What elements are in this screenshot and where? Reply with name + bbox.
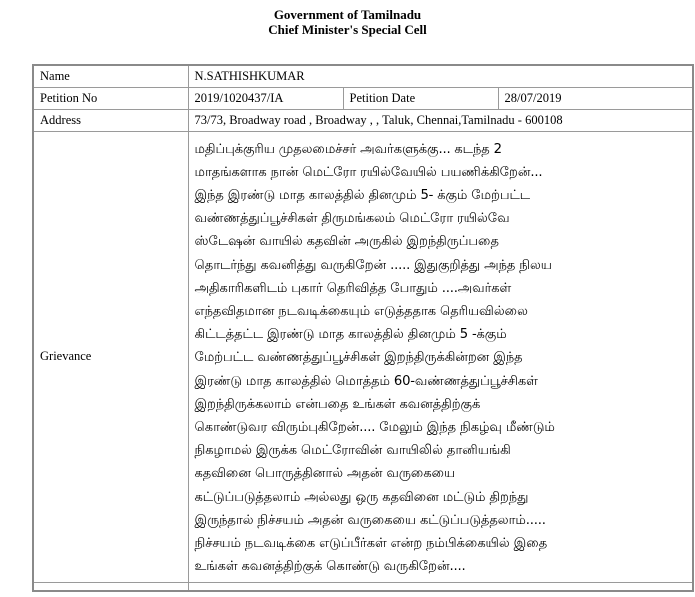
next-row-partial bbox=[33, 583, 693, 591]
grievance-label: Grievance bbox=[33, 131, 188, 583]
grievance-line: இந்த இரண்டு மாத காலத்தில் தினமும் 5- க்கும் மேற்பட்ட bbox=[194, 187, 531, 203]
grievance-line: தொடர்ந்து கவனித்து வருகிறேன் ..... இதுகுறித்து அந்த நிலய bbox=[194, 257, 552, 273]
grievance-line: கட்டுப்படுத்தலாம் அல்லது ஒரு கதவினை மட்டும் திறந்து bbox=[194, 489, 529, 505]
grievance-line: நிகழாமல் இருக்க மெட்ரோவின் வாயிலில் தானியங்கி bbox=[194, 443, 511, 459]
grievance-row bbox=[33, 131, 693, 583]
petition-no-label: Petition No bbox=[33, 87, 188, 109]
grievance-line: எந்தவிதமான நடவடிக்கையும் எடுத்ததாக தெரியவில்லை bbox=[194, 303, 528, 319]
grievance-line: கிட்டத்தட்ட இரண்டு மாத காலத்தில் தினமும் 5 -க்கும் bbox=[194, 327, 507, 343]
grievance-line: இருந்தால் நிச்சயம் அதன் வருகையை கட்டுப்படுத்தலாம்..... bbox=[194, 512, 546, 528]
grievance-line: கொண்டுவர விரும்புகிறேன்.... மேலும் இந்த நிகழ்வு மீண்டும் bbox=[194, 419, 555, 435]
petition-table bbox=[32, 64, 694, 592]
grievance-line: கதவினை பொருத்தினால் அதன் வருகையை bbox=[194, 466, 456, 482]
address-label: Address bbox=[33, 109, 188, 131]
name-value: N.SATHISHKUMAR bbox=[188, 65, 693, 87]
grievance-line: ஸ்டேஷன் வாயில் கதவின் அருகில் இறந்திருப்பதை bbox=[194, 234, 499, 250]
address-value: 73/73, Broadway road , Broadway , , Taluk, Chennai,Tamilnadu - 600108 bbox=[188, 109, 693, 131]
petition-no-value: 2019/1020437/IA bbox=[188, 87, 343, 109]
address-row bbox=[33, 109, 693, 131]
petition-row bbox=[33, 87, 693, 109]
grievance-line: வண்ணத்துப்பூச்சிகள் திருமங்கலம் மெட்ரோ ரயில்வே bbox=[194, 211, 510, 227]
grievance-line: மேற்பட்ட வண்ணத்துப்பூச்சிகள் இறந்திருக்கின்றன இந்த bbox=[194, 350, 523, 366]
grievance-line: மாதங்களாக நான் மெட்ரோ ரயில்வேயில் பயணிக்கிறேன்... bbox=[194, 164, 543, 180]
grievance-text bbox=[188, 131, 693, 583]
next-row-value-cell bbox=[188, 583, 693, 591]
next-row-label-cell bbox=[33, 583, 188, 591]
name-label: Name bbox=[33, 65, 188, 87]
header-government: Government of Tamilnadu bbox=[273, 7, 422, 22]
petition-date-label: Petition Date bbox=[343, 87, 498, 109]
grievance-line: இரண்டு மாத காலத்தில் மொத்தம் 60-வண்ணத்துப்பூச்சிகள் bbox=[194, 373, 538, 389]
grievance-line: அதிகாரிகளிடம் புகார் தெரிவித்த போதும் ....அவர்கள் bbox=[194, 280, 512, 296]
header-cell-name: Chief Minister's Special Cell bbox=[268, 22, 427, 37]
name-row bbox=[33, 65, 693, 87]
grievance-line: நிச்சயம் நடவடிக்கை எடுப்பீர்கள் என்ற நம்பிக்கையில் இதை bbox=[194, 535, 548, 551]
grievance-line: உங்கள் கவனத்திற்குக் கொண்டு வருகிறேன்.... bbox=[194, 559, 466, 575]
grievance-line: மதிப்புக்குரிய முதலமைச்சர் அவர்களுக்கு... கடந்த 2 bbox=[194, 141, 502, 157]
grievance-line: இறந்திருக்கலாம் என்பதை உங்கள் கவனத்திற்குக் bbox=[194, 396, 481, 412]
petition-date-value: 28/07/2019 bbox=[498, 87, 693, 109]
